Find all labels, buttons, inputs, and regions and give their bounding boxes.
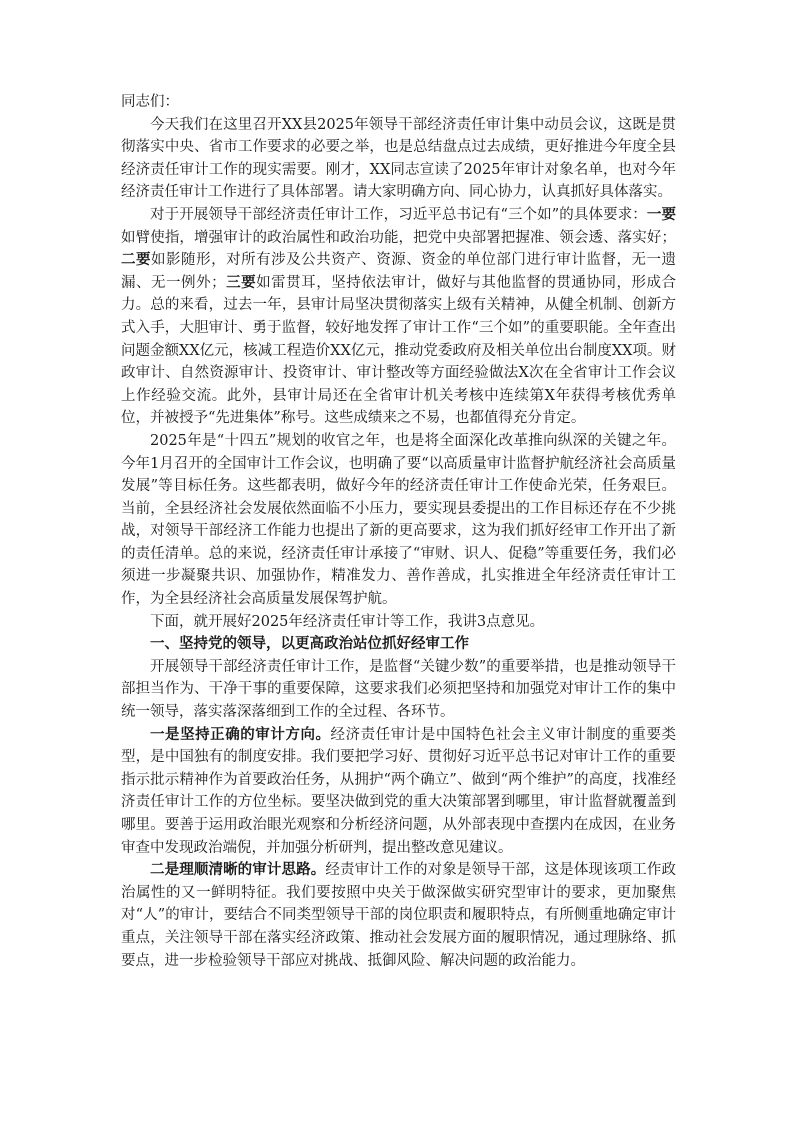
p2-second-bold: 二要 xyxy=(121,251,152,269)
p2-first-text: 如臂使指，增强审计的政治属性和政治功能，把党中央部署把握准、领会透、落实好； xyxy=(121,229,676,246)
paragraph-point-2 xyxy=(121,859,676,972)
salutation: 同志们： xyxy=(121,94,179,110)
p2-third-text: 如雷贯耳，坚持依法审计，做好与其他监督的贯通协同，形成合力。总的来看，过去一年，县审计局坚决贯彻落实上级有关精神，从健全机制、创新方式入手，大胆审计、勇于监督，较好地发挥了审计工作“三个如”的重要职能。全年查出问题金额XX亿元，核减工程造价XX亿元，推动党委政府及相关单位出台制度XX项。财政审计、自然资源审计、投资审计、审计整改等方面经验做法X次在全省审计工作会议上作经验交流。此外，县审计局还在全省审计机关考核中连续第X年获得考核优秀单位，并被授予“先进集体”称号。这些成绩来之不易，也都值得充分肯定。 xyxy=(121,274,677,427)
section-heading-1: 一、坚持党的领导，以更高政治站位抓好经审工作 xyxy=(150,635,469,653)
paragraph-opening: 今天我们在这里召开XX县2025年领导干部经济责任审计集中动员会议，这既是贯彻落实中央、省市工作要求的必要之举，也是总结盘点过去成绩，更好推进今年度全县经济责任审计工作的现实需要。刚才，XX同志宣读了2025年审计对象名单，也对今年经济责任审计工作进行了具体部署。请大家明确方向、同心协力，认真抓好具体落实。 xyxy=(121,116,676,201)
p2-first-bold: 一要 xyxy=(646,205,677,223)
p2-intro: 对于开展领导干部经济责任审计工作，习近平总书记有“三个如”的具体要求： xyxy=(150,206,647,223)
point-1-body: 经济责任审计是中国特色社会主义审计制度的重要类型，是中国独有的制度安排。我们要把学习好、贯彻好习近平总书记对审计工作的重要指示批示精神作为首要政治任务，从拥护“两个确立”、做到“两个维护”的高度，找准经济责任审计工作的方位坐标。要坚决做到党的重大决策部署到哪里，审计监督就覆盖到哪里。要善于运用政治眼光观察和分析经济问题，从外部表现中查摆内在成因，在业务审查中发现政治端倪，并加强分析研判，提出整改意见建议。 xyxy=(121,726,676,856)
paragraph-transition: 下面，就开展好2025年经济责任审计等工作，我讲3点意见。 xyxy=(150,613,545,630)
document-body xyxy=(121,91,676,972)
point-1-lead: 一是坚持正确的审计方向。 xyxy=(150,725,331,743)
p2-third-bold: 三要 xyxy=(225,273,257,291)
paragraph-2025-context: 2025年是“十四五”规划的收官之年，也是将全面深化改革推向纵深的关键之年。今年1月召开的全国审计工作会议，也明确了要“以高质量审计监督护航经济社会高质量发展”等目标任务。这些都表明，做好今年的经济责任审计工作使命光荣，任务艰巨。当前，全县经济社会发展依然面临不小压力，要实现县委提出的工作目标还存在不少挑战，对领导干部经济工作能力也提出了新的更高要求，这为我们抓好经审工作开出了新的责任清单。总的来说，经济责任审计承接了“审财、识人、促稳”等重要任务，我们必须进一步凝聚共识、加强协作，精准发力、善作善成，扎实推进全年经济责任审计工作，为全县经济社会高质量发展保驾护航。 xyxy=(121,432,676,608)
paragraph-point-1 xyxy=(121,724,676,860)
p2-second-text: 如影随形，对所有涉及公共资产、资源、资金的单位部门进行审计监督，无一遗漏、无一例外； xyxy=(121,252,677,291)
paragraph-three-requirements xyxy=(121,204,676,430)
point-2-lead: 二是理顺清晰的审计思路。 xyxy=(150,861,326,879)
point-2-body: 经责审计工作的对象是领导干部，这是体现该项工作政治属性的又一鲜明特征。我们要按照中央关于做深做实研究型审计的要求，更加聚焦对“人”的审计，要结合不同类型领导干部的岗位职责和履职特点，有所侧重地确定审计重点，关注领导干部在落实经济政策、推动社会发展方面的履职情况，通过理脉络、抓要点，进一步检验领导干部应对挑战、抵御风险、解决问题的政治能力。 xyxy=(121,862,677,969)
paragraph-section-1-intro: 开展领导干部经济责任审计工作，是监督“关键少数”的重要举措，也是推动领导干部担当作为、干净干事的重要保障，这要求我们必须把坚持和加强党对审计工作的集中统一领导，落实落深落细到工作的全过程、各环节。 xyxy=(121,658,676,721)
